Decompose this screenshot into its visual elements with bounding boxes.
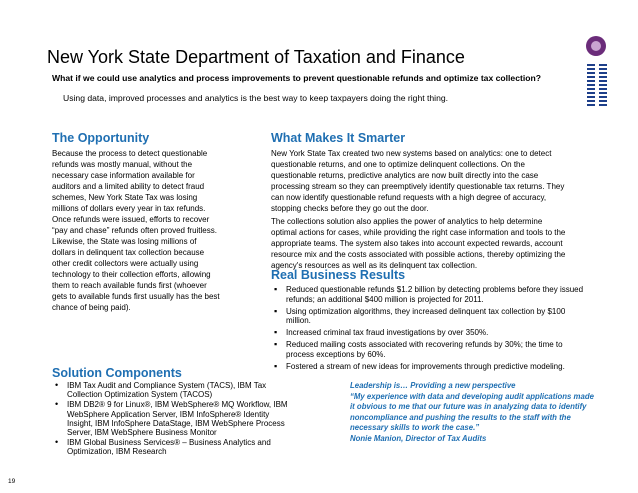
components-list: [55, 381, 345, 459]
list-item: [274, 362, 619, 372]
item-line: ▪ Increased criminal tax fraud investigations by over 350%.: [286, 328, 489, 337]
text-line: auditors and a limited ability to detect fraud: [52, 182, 205, 191]
item-line: process exceptions by 60%.: [286, 349, 386, 359]
quote-lead: Leadership is… Providing a new perspective: [350, 381, 516, 390]
text-line: resource mix and the costs associated with possible actions, thereby optimizing the: [271, 250, 566, 259]
item-line: ▪ Reduced mailing costs associated with recovering refunds by 30%; the time to: [286, 340, 563, 349]
seal-icon: [586, 36, 606, 56]
item-line: refunds; an additional $400 million is projected for 2011.: [286, 294, 484, 304]
item-line: Collection Optimization System (TACOS): [67, 390, 213, 400]
text-line: questionable returns, and one to optimize delinquent collections. On the: [271, 160, 525, 169]
list-item: [274, 307, 619, 326]
text-line: chance of being paid).: [52, 303, 131, 312]
item-line: ▪ Reduced questionable refunds $1.2 billion by detecting problems before they issued: [286, 285, 584, 294]
text-line: New York State Tax created two new systems based on analytics: one to detect: [271, 149, 552, 158]
page-subtitle: What if we could use analytics and process improvements to prevent questionable refunds and optimize tax collection?: [52, 73, 541, 83]
item-line: Optimization, IBM Research: [67, 447, 167, 457]
text-line: Likewise, the State was losing millions of: [52, 237, 197, 246]
text-line: dollars in delinquent tax collection because: [52, 248, 205, 257]
components-heading: Solution Components: [52, 366, 182, 380]
item-line: WebSphere Application Server, IBM InfoSphere® Identity: [67, 409, 270, 419]
text-line: other credit collectors were actually using: [52, 259, 199, 268]
quote-line: it obvious to me that our future was in analyzing data to identify: [350, 402, 587, 411]
list-item: [274, 340, 619, 359]
text-line: processing stream so they can preemptively identify questionable tax returns. They: [271, 182, 565, 191]
results-heading: Real Business Results: [271, 268, 406, 282]
text-line: Because the process to detect questionable: [52, 149, 208, 158]
text-line: optimal actions for cases, while providing the right case information and tools to the: [271, 228, 566, 237]
opportunity-text: [52, 148, 257, 313]
item-line: • IBM DB2® 9 for Linux®, IBM WebSphere® MQ Workflow, IBM: [67, 400, 288, 410]
quote-line: “My experience with data and developing audit applications made: [350, 391, 594, 401]
quote-line: necessary skills to work the case.”: [350, 423, 480, 432]
text-line: Once refunds were issued, efforts to recover: [52, 215, 210, 224]
results-list: [274, 285, 619, 374]
text-line: “pay and chase” refunds often proved fruitless.: [52, 226, 217, 235]
item-line: • IBM Tax Audit and Compliance System (TACS), IBM Tax: [67, 381, 267, 390]
text-line: them to reach available funds first (whoever: [52, 281, 207, 290]
text-line: appropriate teams. The system also takes into account expected rewards, account: [271, 239, 563, 248]
text-line: stopping checks before they go out the door.: [271, 204, 429, 213]
opportunity-heading: The Opportunity: [52, 131, 150, 145]
text-line: schemes, New York State Tax was losing: [52, 193, 198, 202]
quote-attribution: Nonie Manion, Director of Tax Audits: [350, 433, 487, 443]
text-line: gets to available funds first usually has the best: [52, 292, 220, 301]
ibm-stripes-icon: [587, 64, 607, 108]
item-line: Server, IBM WebSphere Business Monitor: [67, 428, 217, 438]
text-line: The collections solution also applies the power of analytics to help determine: [271, 217, 543, 226]
list-item: [55, 400, 345, 437]
leadership-quote: [350, 381, 625, 444]
item-line: million.: [286, 316, 311, 325]
list-item: [274, 285, 619, 304]
text-line: can now identify questionable refund requests with a high degree of accuracy,: [271, 193, 547, 202]
text-line: agency's resources as well as its delinquent tax collection.: [271, 261, 478, 270]
page-number: 19: [8, 478, 16, 485]
list-item: [55, 438, 345, 456]
quote-line: noncompliance and pushing the results to the staff with the: [350, 412, 571, 422]
list-item: [55, 381, 345, 399]
item-line: ▪ Fostered a stream of new ideas for improvements through predictive modeling.: [286, 361, 565, 371]
page-title: New York State Department of Taxation and Finance: [47, 47, 465, 67]
text-line: technology to their collection efforts, allowing: [52, 270, 211, 279]
text-line: millions of dollars every year in tax refunds.: [52, 204, 206, 213]
smarter-text: [271, 148, 611, 271]
page-tagline: Using data, improved processes and analytics is the best way to keep taxpayers doing the right thing.: [63, 93, 449, 103]
item-line: • IBM Global Business Services® – Business Analytics and: [67, 438, 271, 448]
list-item: [274, 328, 619, 338]
text-line: necessary case information available for: [52, 171, 195, 180]
item-line: ▪ Using optimization algorithms, they increased delinquent tax collection by $100: [286, 306, 566, 316]
ibm-logo: [583, 36, 613, 108]
item-line: Insight, IBM InfoSphere DataStage, IBM WebSphere Process: [67, 418, 285, 428]
text-line: questionable returns, predictive analytics are now built directly into the case: [271, 171, 539, 180]
text-line: refunds was mostly manual, without the: [52, 160, 193, 169]
smarter-heading: What Makes It Smarter: [271, 131, 406, 145]
